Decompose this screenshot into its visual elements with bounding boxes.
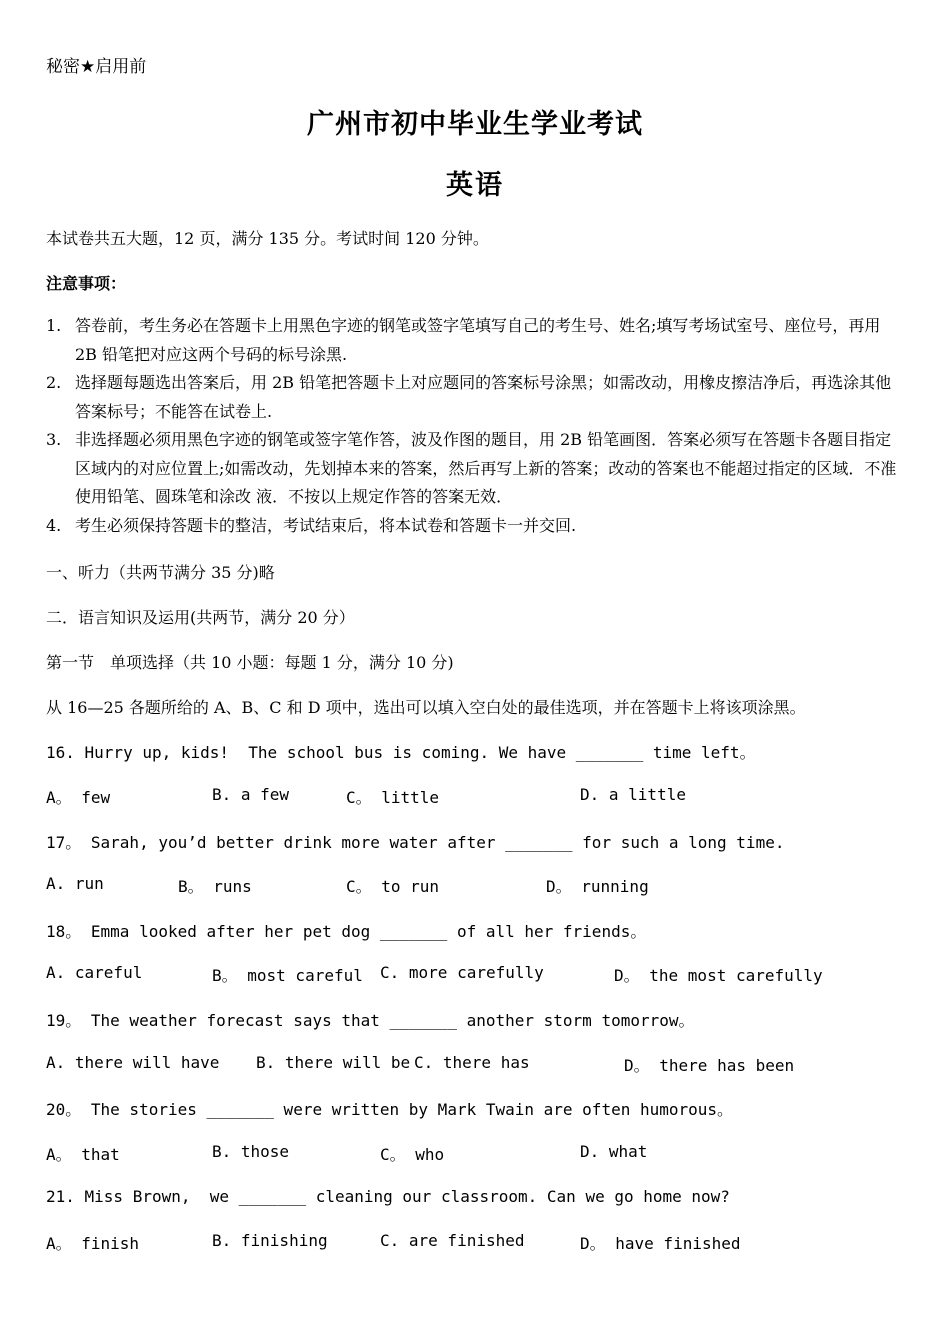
option-b: B. those — [212, 1142, 290, 1161]
notice-heading: 注意事项： — [46, 274, 127, 293]
option-c: C。 to run — [346, 877, 440, 896]
question-21-stem: 21. Miss Brown, we _______ cleaning our classroom. Can we go home now? — [46, 1187, 730, 1206]
question-19-stem: 19。 The weather forecast says that _______ another storm tomorrow。 — [46, 1011, 695, 1030]
exam-title: 广州市初中毕业生学业考试 — [307, 109, 643, 140]
notice-number: 4. — [46, 515, 62, 535]
option-c: C。 little — [346, 788, 440, 807]
option-c: C. there has — [414, 1053, 530, 1072]
option-d: D。 running — [546, 877, 649, 896]
option-b: B. a few — [212, 785, 290, 804]
option-d: D。 the most carefully — [614, 966, 823, 985]
option-a: A. careful — [46, 963, 143, 982]
option-a: A. run — [46, 874, 104, 893]
notice-text: 非选择题必须用黑色字迹的钢笔或签字笔作答，波及作图的题目，用 2B 铅笔画图．答案必须写在答题卡各题目指定区域内的对应位置上;如需改动，先划掉本来的答案，然后再写上新的答案；改动的答案也不能超过指定的区域．不准使用铅笔、圆珠笔和涂改 液．不按以上规定作答的答案无效． — [75, 430, 897, 506]
option-d: D。 have finished — [580, 1234, 741, 1253]
option-c: C. are finished — [380, 1231, 525, 1250]
notice-item — [46, 512, 906, 541]
part-one-instruction: 从 16—25 各题所给的 A、B、C 和 D 项中，选出可以填入空白处的最佳选项，并在答题卡上将该项涂黑。 — [46, 698, 806, 717]
option-a: A。 that — [46, 1145, 120, 1164]
section-language: 二．语言知识及运用(共两节，满分 20 分） — [46, 608, 355, 627]
option-b: B. there will be — [256, 1053, 411, 1072]
option-b: B。 runs — [178, 877, 252, 896]
question-16-stem: 16. Hurry up, kids! The school bus is coming. We have _______ time left。 — [46, 743, 756, 762]
question-18-stem: 18。 Emma looked after her pet dog _______ of all her friends。 — [46, 922, 647, 941]
option-c: C。 who — [380, 1145, 445, 1164]
notice-text: 选择题每题选出答案后，用 2B 铅笔把答题卡上对应题同的答案标号涂黑；如需改动，用橡皮擦洁净后，再选涂其他答案标号；不能答在试卷上. — [75, 373, 892, 421]
option-a: A. there will have — [46, 1053, 220, 1072]
section-listening: 一、听力（共两节满分 35 分)略 — [46, 563, 275, 582]
option-d: D. a little — [580, 785, 686, 804]
notice-item — [46, 369, 906, 426]
notice-text: 考生必须保持答题卡的整洁，考试结束后，将本试卷和答题卡一并交回. — [75, 515, 577, 535]
option-b: B。 most careful — [212, 966, 363, 985]
option-d: D。 there has been — [624, 1056, 795, 1075]
notice-number: 2. — [46, 373, 62, 392]
notice-item — [46, 312, 906, 369]
option-d: D. what — [580, 1142, 648, 1161]
subject-title: 英语 — [446, 170, 504, 201]
question-17-stem: 17。 Sarah, you’d better drink more water after _______ for such a long time. — [46, 833, 785, 852]
option-c: C. more carefully — [380, 963, 544, 982]
question-20-stem: 20。 The stories _______ were written by Mark Twain are often humorous。 — [46, 1100, 734, 1119]
exam-intro: 本试卷共五大题，12 页，满分 135 分。考试时间 120 分钟。 — [46, 229, 489, 248]
notice-list — [46, 312, 906, 540]
notice-number: 1. — [46, 316, 62, 335]
option-b: B. finishing — [212, 1231, 328, 1250]
notice-text: 答卷前，考生务必在答题卡上用黑色字迹的钢笔或签字笔填写自己的考生号、姓名;填写考场试室号、座位号，再用 2B 铅笔把对应这两个号码的标号涂黑. — [75, 316, 881, 364]
part-one-heading: 第一节 单项选择（共 10 小题：每题 1 分，满分 10 分) — [46, 653, 454, 672]
notice-item — [46, 426, 906, 512]
confidential-label: 秘密★启用前 — [46, 57, 147, 77]
option-a: A。 finish — [46, 1234, 140, 1253]
notice-number: 3. — [46, 430, 62, 449]
option-a: A。 few — [46, 788, 111, 807]
